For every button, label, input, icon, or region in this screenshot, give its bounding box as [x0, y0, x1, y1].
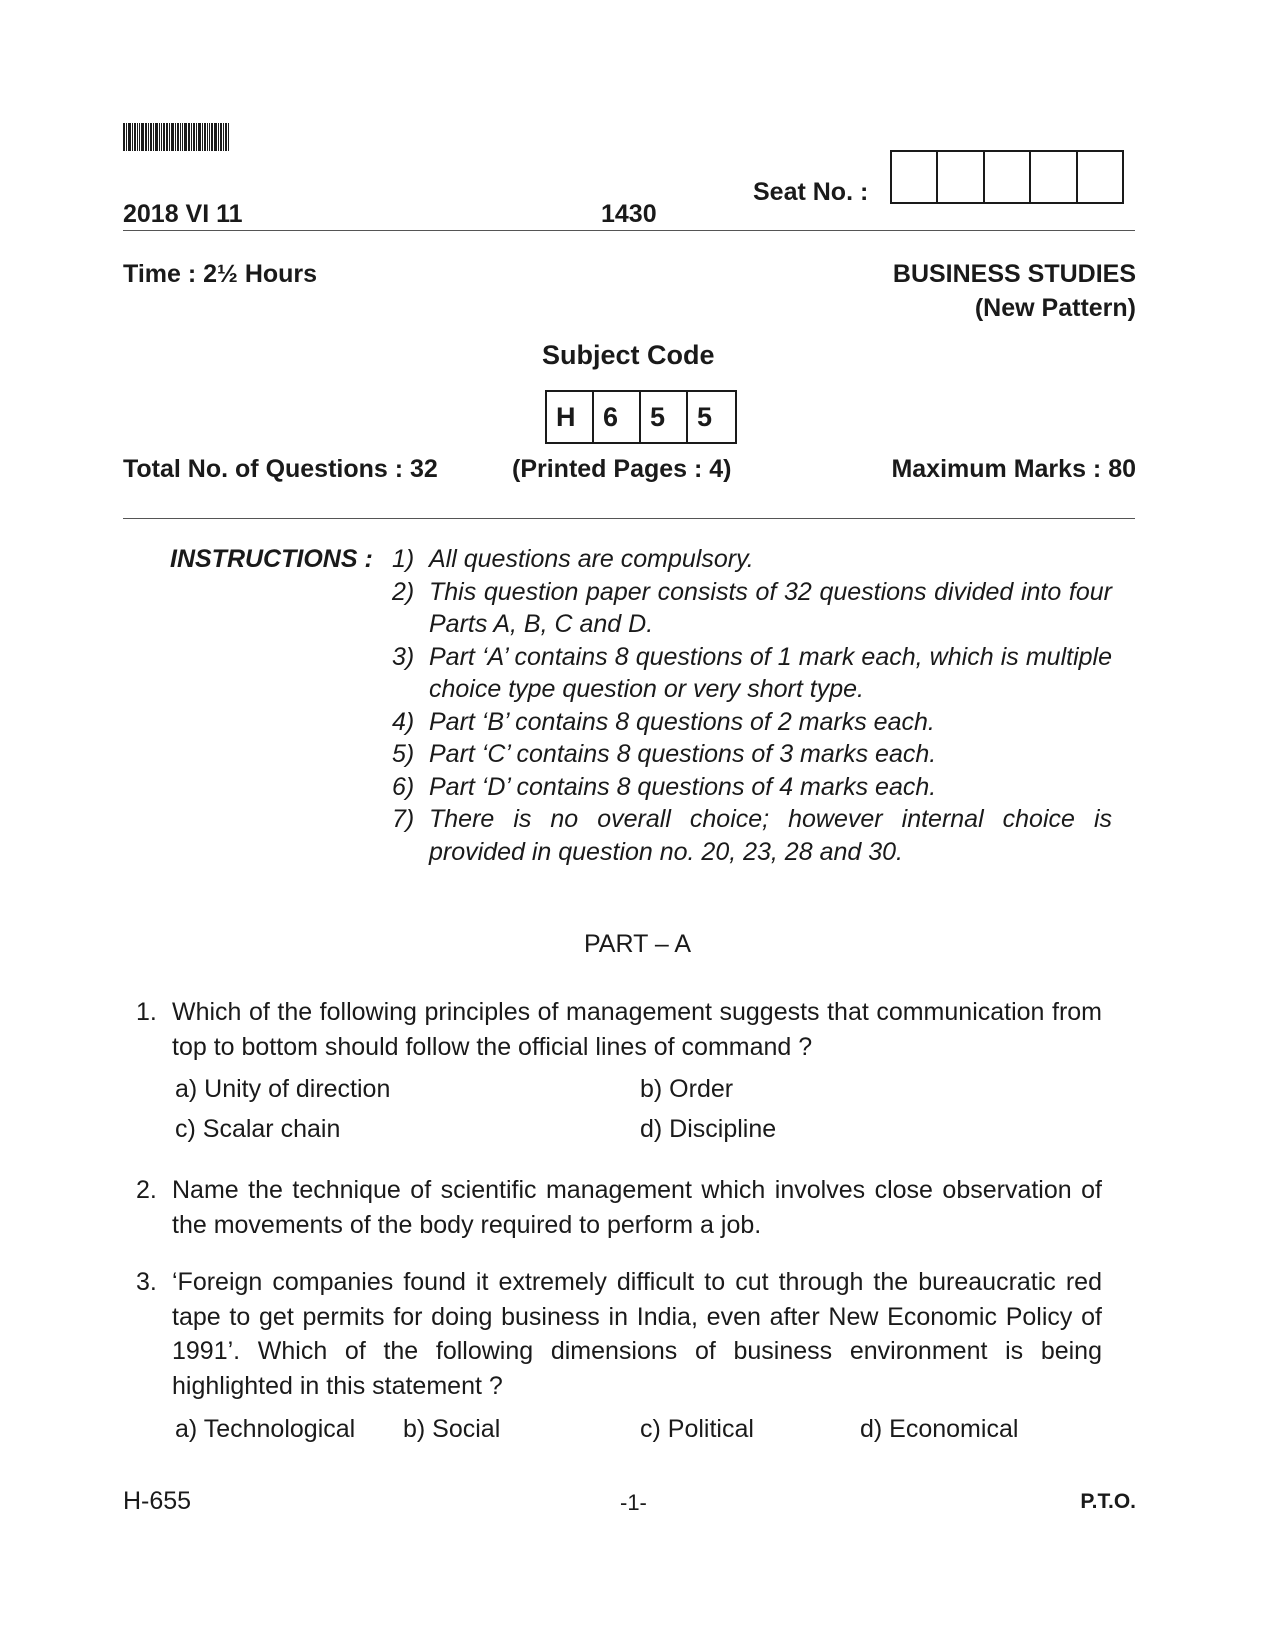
seat-no-label: Seat No. : — [753, 178, 869, 206]
instruction-item — [392, 543, 1112, 576]
seat-no-cell[interactable] — [1078, 152, 1122, 202]
time-allowed: Time : 2½ Hours — [123, 260, 318, 288]
maximum-marks: Maximum Marks : 80 — [891, 455, 1136, 483]
instruction-text: Part ‘C’ contains 8 questions of 3 marks each. — [429, 740, 937, 768]
footer-code: H-655 — [123, 1487, 192, 1515]
question-text: Which of the following principles of management suggests that communication from top to bottom should follow the official lines of command ? — [172, 998, 1102, 1061]
paper-code: 2018 VI 11 — [123, 200, 243, 228]
instruction-number: 5) — [392, 740, 415, 768]
header-divider — [123, 230, 1135, 231]
question-number: 2. — [136, 1176, 157, 1204]
answer-option: a) Technological — [175, 1415, 356, 1443]
answer-option: c) Political — [640, 1415, 754, 1443]
instruction-item — [392, 641, 1112, 706]
question-number: 3. — [136, 1268, 157, 1296]
section-divider — [123, 518, 1135, 519]
instruction-item — [392, 771, 1112, 804]
subject-pattern: (New Pattern) — [974, 294, 1136, 322]
answer-option: d) Economical — [860, 1415, 1019, 1443]
instruction-item — [392, 803, 1112, 868]
seat-no-boxes[interactable] — [890, 150, 1124, 204]
page-number: -1- — [620, 1490, 647, 1515]
question-text: ‘Foreign companies found it extremely difficult to cut through the bureaucratic red tape to get permits for doing business in India, even after New Economic Policy of 1991’. Which of the following dimensions of business environment is being highlighted in this statement ? — [172, 1268, 1102, 1400]
answer-option: b) Social — [403, 1415, 501, 1443]
printed-pages: (Printed Pages : 4) — [512, 455, 732, 483]
instruction-number: 7) — [392, 805, 415, 833]
center-code: 1430 — [601, 200, 657, 228]
instruction-number: 6) — [392, 772, 415, 801]
instruction-item — [392, 576, 1112, 641]
question-number: 1. — [136, 998, 157, 1026]
instructions-label: INSTRUCTIONS : — [170, 545, 373, 573]
pto-label: P.T.O. — [1080, 1490, 1136, 1513]
total-questions: Total No. of Questions : 32 — [123, 455, 438, 483]
subject-code-char: 6 — [594, 392, 641, 442]
seat-no-cell[interactable] — [938, 152, 984, 202]
instruction-item — [392, 738, 1112, 771]
instruction-text: This question paper consists of 32 questions divided into four Parts A, B, C and D. — [429, 577, 1112, 638]
seat-no-cell[interactable] — [1031, 152, 1077, 202]
instruction-text: Part ‘A’ contains 8 questions of 1 mark each, which is multiple choice type question or very short type. — [429, 642, 1112, 703]
instruction-number: 2) — [392, 577, 415, 606]
question-text: Name the technique of scientific management which involves close observation of the movements of the body required to perform a job. — [172, 1176, 1102, 1239]
subject-code-char: H — [547, 392, 594, 442]
instruction-number: 3) — [392, 642, 415, 671]
answer-option: a) Unity of direction — [175, 1075, 391, 1103]
answer-option: d) Discipline — [640, 1115, 777, 1143]
instruction-text: All questions are compulsory. — [429, 545, 754, 573]
seat-no-cell[interactable] — [892, 152, 938, 202]
instruction-text: Part ‘B’ contains 8 questions of 2 marks each. — [429, 707, 935, 736]
subject-code-char: 5 — [697, 401, 713, 432]
barcode — [123, 123, 263, 151]
subject-code-char: 5 — [641, 392, 688, 442]
instruction-number: 1) — [392, 545, 415, 573]
subject-title: BUSINESS STUDIES — [892, 260, 1136, 288]
answer-option: b) Order — [640, 1075, 734, 1103]
instruction-number: 4) — [392, 707, 415, 736]
seat-no-cell[interactable] — [985, 152, 1031, 202]
instruction-text: There is no overall choice; however internal choice is provided in question no. 20, 23, 28 and 30. — [429, 805, 1112, 866]
part-title: PART – A — [583, 930, 691, 958]
instruction-item — [392, 706, 1112, 739]
answer-option: c) Scalar chain — [175, 1115, 341, 1143]
instruction-text: Part ‘D’ contains 8 questions of 4 marks each. — [429, 772, 937, 801]
subject-code-box — [545, 390, 737, 444]
subject-code-label: Subject Code — [542, 340, 715, 370]
instructions-list — [392, 543, 1112, 868]
